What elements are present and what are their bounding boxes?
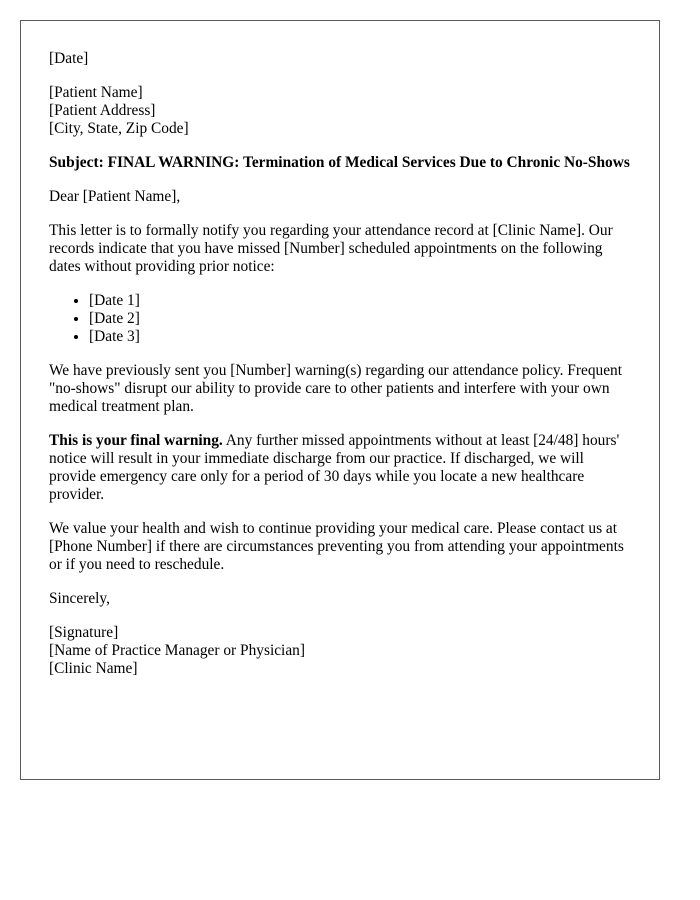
recipient-name: [Patient Name] [49, 84, 143, 101]
recipient-address-block [49, 84, 631, 138]
signature-block [49, 624, 631, 678]
letter-date [49, 50, 631, 68]
letter-page [20, 20, 660, 780]
missed-dates-list [49, 292, 631, 346]
recipient-city-state-zip: [City, State, Zip Code] [49, 120, 189, 137]
paragraph-final-warning [49, 432, 631, 504]
signer-name-title: [Name of Practice Manager or Physician] [49, 642, 305, 659]
recipient-address: [Patient Address] [49, 102, 156, 119]
paragraph-attendance-notice: This letter is to formally notify you regarding your attendance record at [Clinic Name]. Our records indicate that you have missed [Number] scheduled appointments on the following dates without providing prior notice: [49, 222, 613, 275]
paragraph-previous-warnings: We have previously sent you [Number] warning(s) regarding our attendance policy. Frequent "no-shows" disrupt our ability to provide care to other patients and interfere with your own medical treatment plan. [49, 362, 623, 415]
date-text: [Date] [49, 50, 89, 67]
signer-clinic-name: [Clinic Name] [49, 660, 138, 677]
final-warning-body: Any further missed appointments without at least [24/48] hours' notice will result in your immediate discharge from our practice. If discharged, we will provide emergency care only for a period of 30 days while you locate a new healthcare provider. [49, 432, 620, 503]
signature-placeholder: [Signature] [49, 624, 119, 641]
list-item: • [Date 3] [89, 328, 631, 346]
paragraph-contact: We value your health and wish to continue providing your medical care. Please contact us at [Phone Number] if there are circumstances preventing you from attending your appointments or if you need to reschedule. [49, 520, 624, 573]
list-item: • [Date 2] [89, 310, 631, 328]
salutation: Dear [Patient Name], [49, 188, 181, 205]
letter-subject: Subject: FINAL WARNING: Termination of Medical Services Due to Chronic No-Shows [49, 154, 630, 171]
list-item: • [Date 1] [89, 292, 631, 310]
final-warning-lead: This is your final warning. [49, 432, 223, 449]
closing: Sincerely, [49, 590, 110, 607]
